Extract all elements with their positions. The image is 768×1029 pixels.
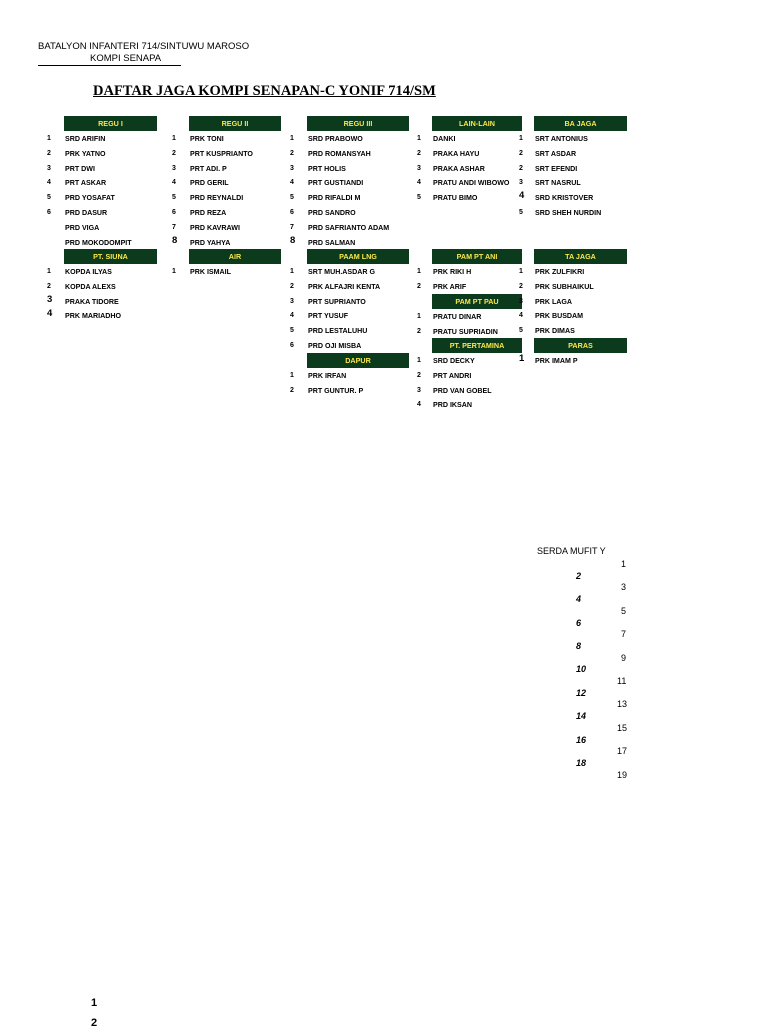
header-underline — [38, 65, 181, 66]
row-number: 1 — [290, 268, 294, 275]
signature-number: 6 — [576, 617, 582, 628]
row-number: 1 — [172, 268, 176, 275]
row-number: 4 — [172, 179, 176, 187]
roster-row — [47, 281, 167, 294]
roster-row — [290, 207, 419, 220]
signature-number: 17 — [617, 746, 628, 757]
row-number: 5 — [290, 327, 294, 335]
roster-row — [519, 192, 637, 205]
row-number: 1 — [417, 357, 421, 364]
row-name: PRT GUSTIANDI — [308, 179, 364, 188]
row-number: 1 — [519, 268, 523, 275]
roster-row — [47, 266, 167, 279]
row-number: 2 — [417, 371, 421, 379]
row-number: 6 — [290, 342, 294, 349]
signature-number: 14 — [576, 711, 587, 722]
roster-row — [290, 234, 419, 250]
row-name: PRAKA TIDORE — [65, 297, 119, 306]
row-name: PRK IMAM P — [535, 357, 578, 365]
roster-row — [417, 399, 532, 412]
signature-number: 8 — [576, 640, 582, 651]
row-name: SRT NASRUL — [535, 179, 581, 188]
section-header: PAM PT ANI — [432, 249, 522, 264]
row-name: PRK BUSDAM — [535, 312, 584, 321]
roster-row — [290, 310, 419, 323]
row-number: 3 — [290, 297, 294, 305]
row-name: PRT ANDRI — [433, 371, 472, 380]
row-name: PRD ROMANSYAH — [308, 149, 371, 158]
row-name: SRT ANTONIUS — [535, 135, 588, 143]
roster-row — [417, 281, 532, 294]
row-number: 2 — [417, 327, 421, 335]
signature-number: 5 — [621, 605, 627, 616]
row-number: 1 — [47, 135, 51, 142]
section-header: REGU II — [189, 116, 281, 131]
company-name: KOMPI SENAPA — [90, 53, 162, 64]
row-number: 4 — [47, 179, 51, 187]
row-number: 2 — [519, 282, 523, 290]
signature-number: 9 — [621, 652, 627, 663]
row-name: PRD DASUR — [65, 209, 108, 217]
row-name: PRK DIMAS — [535, 327, 575, 336]
row-number: 1 — [417, 313, 421, 320]
row-name: SRD DECKY — [433, 357, 475, 365]
signature-number: 15 — [617, 722, 628, 733]
row-name: PRK ALFAJRI KENTA — [308, 282, 381, 291]
row-name: SRD KRISTOVER — [535, 194, 594, 203]
roster-row — [519, 310, 637, 323]
row-number: 5 — [519, 209, 523, 216]
row-name: PRK LAGA — [535, 297, 573, 306]
roster-row — [47, 293, 167, 309]
row-number: 1 — [417, 135, 421, 142]
row-number: 2 — [290, 282, 294, 290]
roster-row — [519, 207, 637, 220]
row-number: 8 — [290, 234, 296, 246]
signature-number: 16 — [576, 734, 587, 745]
unit-name: BATALYON INFANTERI 714/SINTUWU MAROSO — [38, 41, 250, 52]
row-name: PRD MOKODOMPIT — [65, 238, 132, 247]
roster-row — [47, 133, 167, 146]
roster-row — [417, 370, 532, 383]
roster-row — [519, 177, 637, 190]
roster-row — [417, 192, 532, 205]
signature-number: 1 — [621, 559, 627, 569]
row-name: PRATU BIMO — [433, 194, 478, 203]
signature-number: 7 — [621, 629, 627, 640]
row-number: 3 — [519, 179, 523, 187]
row-name: PRK MARIADHO — [65, 312, 121, 321]
row-name: PRD IKSAN — [433, 401, 473, 410]
row-name: PRT SUPRIANTO — [308, 297, 366, 306]
row-name: PRD REZA — [190, 209, 227, 217]
roster-row — [172, 133, 291, 146]
roster-row — [290, 370, 419, 383]
roster-row — [290, 296, 419, 309]
row-name: KOPDA ILYAS — [65, 268, 112, 276]
row-number: 4 — [417, 401, 421, 409]
signature-number: 11 — [617, 676, 627, 686]
roster-row — [519, 266, 637, 279]
signature-number: 18 — [576, 757, 587, 768]
row-number: 1 — [47, 268, 51, 275]
row-number: 5 — [47, 194, 51, 202]
roster-row — [519, 163, 637, 176]
section-header: DAPUR — [307, 353, 409, 368]
roster-row — [172, 148, 291, 161]
row-number: 7 — [172, 223, 176, 231]
row-name: PRK RIKI H — [433, 268, 472, 276]
row-number: 2 — [417, 282, 421, 290]
row-name: PRD KAVRAWI — [190, 223, 240, 232]
roster-row — [47, 177, 167, 190]
roster-row — [47, 222, 167, 235]
signature-number: 10 — [576, 664, 587, 675]
row-number: 6 — [290, 209, 294, 216]
roster-row — [417, 163, 532, 176]
roster-row — [290, 385, 419, 398]
row-name: PRATU SUPRIADIN — [433, 327, 498, 336]
roster-row — [172, 222, 291, 235]
page-title: DAFTAR JAGA KOMPI SENAPAN-C YONIF 714/SM — [93, 83, 436, 99]
row-number: 2 — [417, 149, 421, 157]
signature-number: 19 — [617, 769, 628, 780]
row-number: 3 — [290, 164, 294, 172]
row-number: 1 — [519, 353, 525, 364]
roster-row — [47, 310, 167, 323]
section-header: AIR — [189, 249, 281, 264]
roster-row — [417, 133, 532, 146]
row-name: SRT MUH.ASDAR G — [308, 268, 375, 276]
roster-row — [172, 266, 291, 279]
roster-row — [290, 266, 419, 279]
row-number: 7 — [290, 223, 294, 231]
roster-row — [290, 340, 419, 353]
row-name: PRT KUSPRIANTO — [190, 149, 253, 158]
row-name: PRD RIFALDI M — [308, 194, 361, 203]
signature-number: 3 — [621, 582, 627, 593]
row-name: PRK SUBHAIKUL — [535, 282, 594, 291]
row-name: PRD GERIL — [190, 179, 229, 188]
roster-row — [290, 163, 419, 176]
roster-row — [47, 192, 167, 205]
row-name: PRD YOSAFAT — [65, 194, 115, 203]
roster-row — [172, 234, 291, 250]
row-name: PRT YUSUF — [308, 312, 349, 321]
row-number: 2 — [172, 149, 176, 157]
row-name: PRK YATNO — [65, 149, 106, 158]
row-name: PRK ZULFIKRI — [535, 268, 585, 276]
row-number: 3 — [47, 293, 53, 305]
roster-row — [290, 325, 419, 338]
roster-row — [519, 281, 637, 294]
row-number: 1 — [290, 135, 294, 142]
row-number: 3 — [417, 164, 421, 172]
roster-row — [519, 296, 637, 309]
roster-row — [417, 355, 532, 368]
row-name: PRD REYNALDI — [190, 194, 244, 203]
row-name: PRT GUNTUR. P — [308, 386, 364, 395]
row-name: PRATU ANDI WIBOWO — [433, 179, 510, 188]
row-name: PRD SALMAN — [308, 238, 356, 247]
section-header: LAIN-LAIN — [432, 116, 522, 131]
row-number: 5 — [417, 194, 421, 202]
row-number: 6 — [47, 209, 51, 216]
roster-row — [290, 133, 419, 146]
section-header: BA JAGA — [534, 116, 627, 131]
row-number: 1 — [519, 135, 523, 142]
row-number: 5 — [172, 194, 176, 202]
roster-row — [172, 192, 291, 205]
row-number: 3 — [172, 164, 176, 172]
row-number: 3 — [519, 297, 523, 305]
row-name: PRATU DINAR — [433, 313, 482, 321]
signature-number: 13 — [617, 699, 628, 710]
row-name: SRD ARIFIN — [65, 135, 106, 143]
signature-number: 2 — [576, 570, 582, 581]
row-number: 4 — [417, 179, 421, 187]
row-name: SRT ASDAR — [535, 149, 577, 158]
roster-row — [47, 237, 167, 250]
section-header: REGU III — [307, 116, 409, 131]
roster-row — [172, 163, 291, 176]
section-header: PT. PERTAMINA — [432, 338, 522, 353]
row-name: PRD SAFRIANTO ADAM — [308, 223, 390, 232]
row-name: PRD VIGA — [65, 223, 100, 232]
row-number: 2 — [519, 149, 523, 157]
row-name: SRT EFENDI — [535, 164, 578, 173]
row-number: 1 — [172, 135, 176, 142]
row-name: PRT ADI. P — [190, 164, 227, 173]
signature-number: 4 — [576, 594, 582, 605]
roster-row — [47, 163, 167, 176]
roster-row — [290, 281, 419, 294]
row-name: PRK IRFAN — [308, 372, 347, 380]
row-number: 2 — [290, 386, 294, 394]
section-header: PARAS — [534, 338, 627, 353]
row-number: 1 — [417, 268, 421, 275]
roster-row — [519, 325, 637, 338]
row-number: 2 — [519, 164, 523, 172]
roster-row — [290, 222, 419, 235]
row-name: PRD OJI MISBA — [308, 342, 362, 350]
roster-row — [417, 326, 532, 339]
row-name: PRT DWI — [65, 164, 95, 173]
row-number: 6 — [172, 209, 176, 216]
row-number: 4 — [290, 179, 294, 187]
section-header: TA JAGA — [534, 249, 627, 264]
roster-row — [417, 148, 532, 161]
row-number: 4 — [47, 308, 53, 320]
row-name: PRD LESTALUHU — [308, 327, 368, 336]
row-number: 4 — [519, 190, 525, 202]
row-number: 3 — [47, 164, 51, 172]
section-header: PT. SIUNA — [64, 249, 157, 264]
row-number: 5 — [290, 194, 294, 202]
signature-number: 12 — [576, 687, 587, 698]
row-name: PRT ASKAR — [65, 179, 107, 188]
row-name: KOPDA ALEXS — [65, 282, 116, 291]
roster-row — [47, 148, 167, 161]
row-name: PRK TONI — [190, 135, 224, 143]
row-name: SRD PRABOWO — [308, 135, 363, 143]
bottom-number: 2 — [91, 1017, 98, 1029]
roster-row — [172, 207, 291, 220]
roster-row — [47, 207, 167, 220]
row-name: SRD SHEH NURDIN — [535, 209, 602, 217]
row-number: 1 — [290, 372, 294, 379]
roster-row — [519, 148, 637, 161]
roster-row — [290, 148, 419, 161]
row-number: 2 — [47, 282, 51, 290]
row-name: PRD SANDRO — [308, 209, 356, 217]
roster-row — [417, 266, 532, 279]
row-name: PRAKA HAYU — [433, 149, 480, 158]
roster-row — [417, 385, 532, 398]
row-number: 8 — [172, 234, 178, 246]
roster-row — [417, 311, 532, 324]
row-name: DANKI — [433, 135, 456, 143]
roster-row — [519, 133, 637, 146]
section-header: REGU I — [64, 116, 157, 131]
bottom-number: 1 — [91, 997, 98, 1009]
roster-row — [417, 177, 532, 190]
row-number: 3 — [417, 386, 421, 394]
row-name: PRT HOLIS — [308, 164, 346, 173]
roster-row — [519, 355, 637, 368]
row-number: 2 — [47, 149, 51, 157]
row-name: PRD VAN GOBEL — [433, 386, 492, 395]
row-number: 4 — [290, 312, 294, 320]
row-number: 5 — [519, 327, 523, 335]
signatory-name: SERDA MUFIT Y — [537, 546, 606, 556]
row-number: 2 — [290, 149, 294, 157]
section-header: PAM PT PAU — [432, 294, 522, 309]
row-name: PRK ISMAIL — [190, 268, 231, 276]
roster-row — [290, 177, 419, 190]
row-number: 4 — [519, 312, 523, 320]
row-name: PRAKA ASHAR — [433, 164, 485, 173]
row-name: PRD YAHYA — [190, 238, 231, 247]
roster-row — [172, 177, 291, 190]
row-name: PRK ARIF — [433, 282, 467, 291]
roster-row — [290, 192, 419, 205]
section-header: PAAM LNG — [307, 249, 409, 264]
